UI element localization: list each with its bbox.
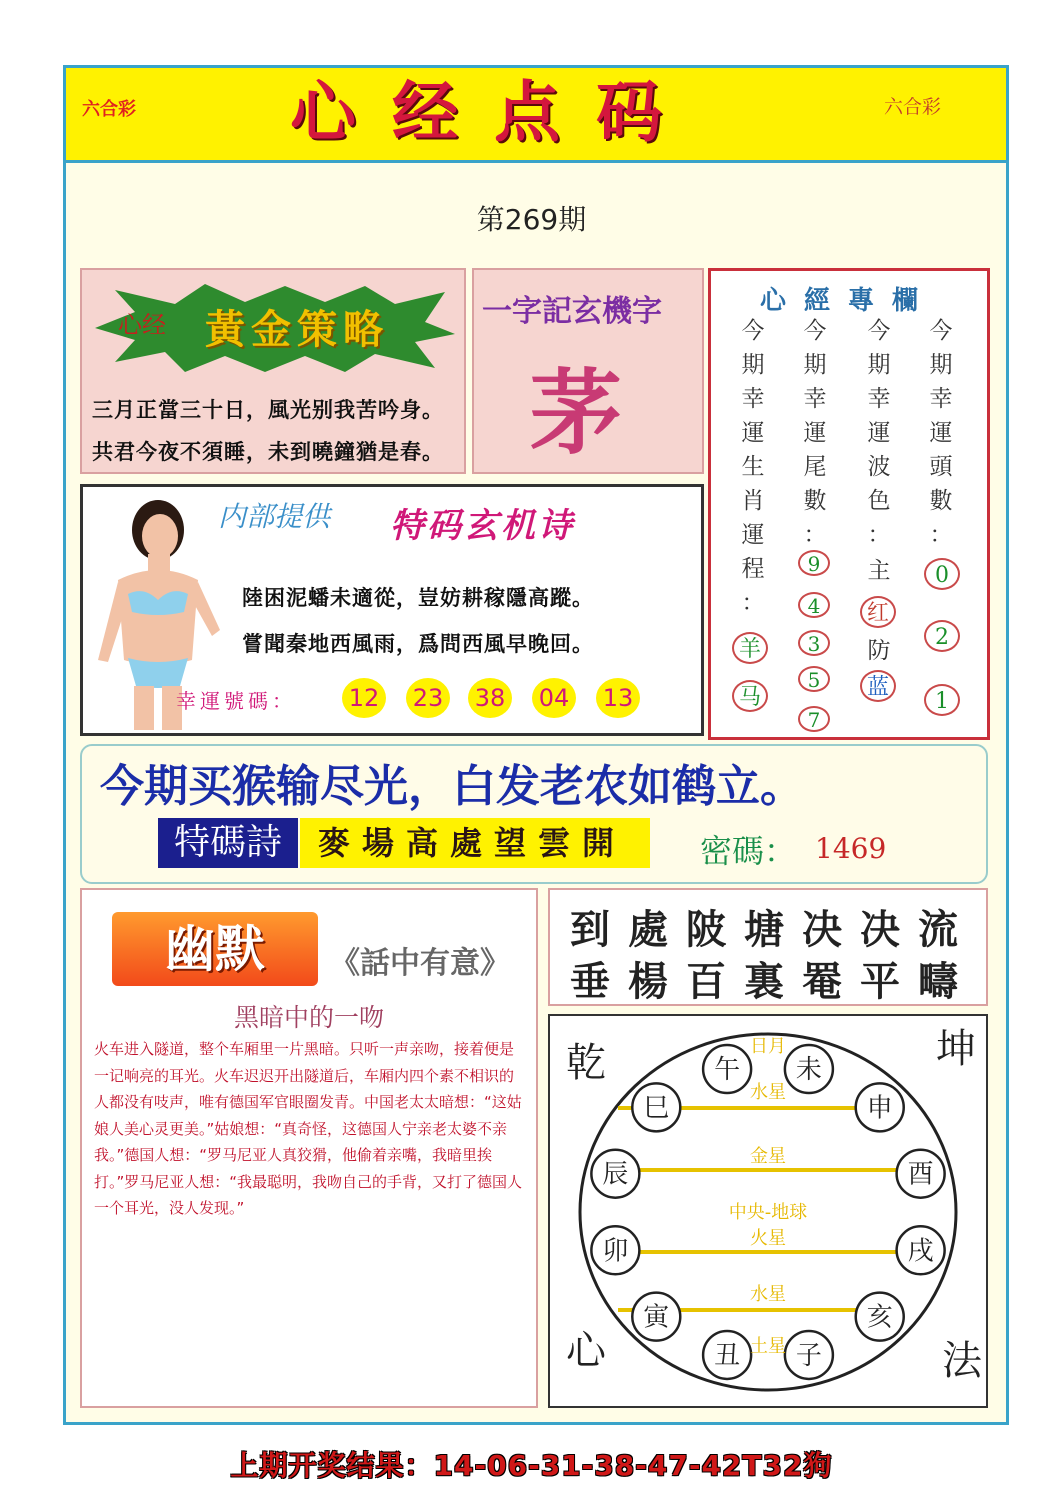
gold-label: 心经 — [118, 311, 166, 339]
special-poem-label: 特碼詩 — [158, 818, 298, 868]
issue-number: 第269期 — [476, 203, 587, 236]
planet-row-label: 水星 — [750, 1284, 786, 1305]
tail-circle: 3 — [798, 630, 830, 656]
code-value: 1469 — [815, 832, 887, 865]
planet-row-label: 土星 — [750, 1336, 786, 1357]
branch-label: 卯 — [602, 1236, 629, 1267]
code-label: 密碼： — [700, 832, 797, 870]
column-tail-heading — [800, 314, 830, 552]
column-heading-char: 數 — [803, 488, 827, 514]
last-result: 上期开奖结果：14-06-31-38-47-42T32狗 — [230, 1449, 833, 1482]
gold-title: 黃金策略 — [205, 306, 389, 353]
inner-label: 内部提供 — [218, 500, 331, 533]
branch-label: 未 — [795, 1055, 822, 1086]
wave-guard: 防 — [867, 638, 891, 664]
poem-line: 嘗聞秦地西風雨，爲問西風早晚回。 — [242, 631, 594, 656]
column-heading-char: 期 — [929, 352, 953, 378]
branch-label: 寅 — [643, 1302, 670, 1333]
column-heading-char: 頭 — [929, 454, 953, 480]
planet-row-label: 金星 — [750, 1146, 786, 1167]
lucky-ball: 23 — [406, 678, 450, 718]
column-heading-char: 運 — [867, 420, 891, 446]
column-title: 心經專欄 — [760, 286, 937, 316]
humor-title: 幽默 — [112, 912, 318, 986]
planet-diagram — [548, 1014, 988, 1408]
column-heading-char: 運 — [741, 420, 765, 446]
banner-line: 今期买猴输尽光，白发老农如鹤立。 — [100, 761, 804, 812]
branch-circle — [897, 1150, 945, 1198]
corner-xin: 心 — [566, 1328, 606, 1374]
one-char-title: 一字記玄機字 — [482, 294, 662, 329]
tail-circle: 7 — [798, 706, 830, 732]
column-heading-char: 今 — [803, 318, 827, 344]
zodiac-circle: 羊 — [732, 632, 768, 664]
column-heading-char: 程 — [741, 556, 765, 582]
column-heading-char: 運 — [741, 522, 765, 548]
corner-kun: 坤 — [936, 1026, 976, 1072]
lucky-ball: 12 — [342, 678, 386, 718]
poem-title: 特码玄机诗 — [390, 506, 575, 546]
column-heading-char: 肖 — [741, 488, 765, 514]
corner-qian: 乾 — [566, 1040, 606, 1086]
branch-label: 辰 — [602, 1159, 629, 1190]
planet-row-label: 火星 — [750, 1228, 786, 1249]
page-title: 心经点码 — [290, 73, 698, 151]
column-heading-char: 數 — [929, 488, 953, 514]
column-heading-char: 期 — [867, 352, 891, 378]
column-head-heading — [926, 314, 956, 552]
column-heading-char: 色 — [867, 488, 891, 514]
column-heading-char: 幸 — [741, 386, 765, 412]
branch-circle — [897, 1226, 945, 1274]
branch-label: 巳 — [643, 1093, 670, 1124]
branch-circle — [703, 1045, 751, 1093]
humor-subtitle: 《話中有意》 — [330, 946, 510, 981]
zodiac-circle: 马 — [732, 680, 768, 712]
tail-circle: 5 — [798, 666, 830, 692]
gold-poem-line: 共君今夜不須睡，未到曉鐘猶是春。 — [92, 439, 444, 464]
branch-circle — [856, 1083, 904, 1131]
planet-row-label: 日月 — [750, 1036, 786, 1057]
column-zodiac-heading — [738, 314, 768, 620]
branch-circle — [591, 1150, 639, 1198]
column-heading-char: 幸 — [929, 386, 953, 412]
branch-label: 亥 — [866, 1302, 893, 1333]
wave-main: 主 — [867, 558, 891, 584]
corner-fa: 法 — [942, 1338, 982, 1384]
flow-line: 到處陂塘决决流 — [570, 906, 976, 953]
story-text: 火车进入隧道，整个车厢里一片黑暗。只听一声亲吻，接着便是一记响亮的耳光。火车迟迟开出隧道后，车厢内四个素不相识的人都没有吱声，唯有德国军官眼圈发青。中国老太太暗想：“这姑娘人美心灵更美。”姑娘想：“真奇怪，这德国人宁亲老太婆不亲我。”德国人想：“罗马尼亚人真狡猾，他偷着亲嘴，我暗里挨打。”罗马尼亚人想：“我最聪明，我吻自己的手背，又打了德国人一个耳光，没人发现。” — [94, 1040, 523, 1217]
planet-row-label: 中央-地球 — [728, 1202, 808, 1223]
branch-label: 酉 — [907, 1159, 934, 1190]
branch-label: 戌 — [907, 1236, 934, 1267]
flow-line: 垂楊百裏罨平疇 — [570, 958, 976, 1005]
column-wave-heading — [864, 314, 894, 552]
column-heading-char: 尾 — [803, 454, 827, 480]
gold-poem-line: 三月正當三十日，風光别我苦吟身。 — [92, 397, 444, 422]
branch-label: 丑 — [714, 1340, 741, 1371]
logo-right: 六合彩 — [884, 96, 942, 118]
column-heading-char: ： — [803, 522, 827, 548]
planet-row-label: 水星 — [750, 1082, 786, 1103]
column-heading-char: ： — [929, 522, 953, 548]
branch-label: 午 — [714, 1055, 741, 1086]
branch-circle — [632, 1293, 680, 1341]
wave-red-circle: 红 — [860, 596, 896, 628]
one-char-main: 茅 — [530, 359, 623, 467]
column-heading-char: 幸 — [803, 386, 827, 412]
branch-circle — [785, 1331, 833, 1379]
special-poem-text: 麥場高處望雲開 — [300, 818, 650, 868]
column-heading-char: ： — [741, 590, 765, 616]
lucky-ball: 13 — [596, 678, 640, 718]
column-heading-char: ： — [867, 522, 891, 548]
branch-label: 子 — [795, 1340, 822, 1371]
logo-left: 六合彩 — [82, 99, 136, 120]
tail-circle: 4 — [798, 592, 830, 618]
wave-blue-circle: 蓝 — [860, 670, 896, 702]
lucky-ball: 04 — [532, 678, 576, 718]
lucky-ball: 38 — [468, 678, 512, 718]
branch-circle — [856, 1293, 904, 1341]
branch-circle — [785, 1045, 833, 1093]
lucky-label: 幸運號碼： — [176, 689, 296, 713]
column-heading-char: 運 — [803, 420, 827, 446]
story-title: 黑暗中的一吻 — [233, 1003, 384, 1032]
tail-circle: 9 — [798, 550, 830, 576]
branch-circle — [632, 1083, 680, 1131]
branch-label: 申 — [866, 1093, 893, 1124]
column-heading-char: 期 — [803, 352, 827, 378]
column-heading-char: 波 — [867, 454, 891, 480]
head-circle: 0 — [924, 558, 960, 590]
column-heading-char: 期 — [741, 352, 765, 378]
branch-circle — [591, 1226, 639, 1274]
branch-circle — [703, 1331, 751, 1379]
column-heading-char: 幸 — [867, 386, 891, 412]
column-heading-char: 生 — [741, 454, 765, 480]
column-heading-char: 今 — [741, 318, 765, 344]
head-circle: 2 — [924, 620, 960, 652]
column-heading-char: 運 — [929, 420, 953, 446]
poem-line: 陸困泥蟠未適從，豈妨耕稼隱高蹤。 — [242, 585, 594, 610]
head-circle: 1 — [924, 684, 960, 716]
column-heading-char: 今 — [929, 318, 953, 344]
column-heading-char: 今 — [867, 318, 891, 344]
